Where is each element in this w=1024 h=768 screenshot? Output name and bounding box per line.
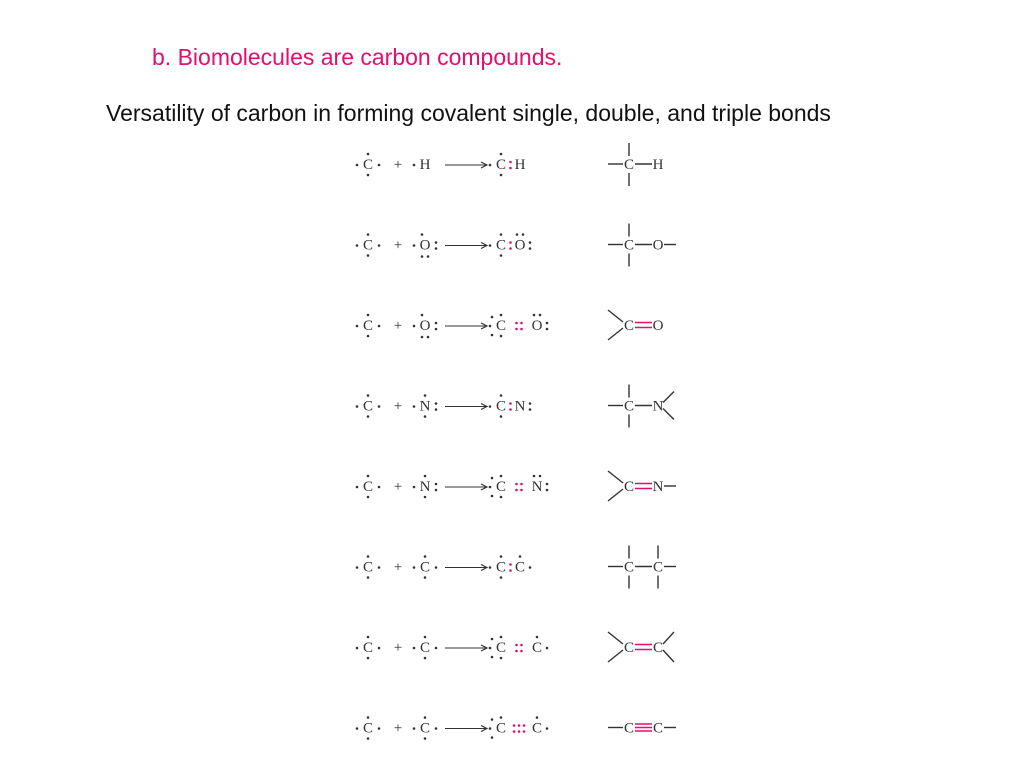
electron-dot — [367, 576, 370, 579]
electron-dot — [491, 656, 494, 659]
structure-atom: C — [623, 237, 635, 254]
electron-dot — [491, 736, 494, 739]
bond-line — [663, 409, 674, 420]
electron-dot — [491, 718, 494, 721]
reaction-arrow — [445, 162, 487, 168]
electron-dot — [520, 483, 523, 486]
electron-dot — [489, 164, 492, 167]
bond-line — [608, 650, 623, 662]
product-atom: O — [531, 318, 543, 334]
bond-line — [663, 650, 674, 662]
electron-dot — [421, 255, 424, 258]
product-atom: C — [495, 157, 507, 173]
structure-atom: C — [652, 559, 664, 576]
electron-dot — [518, 730, 521, 733]
product-atom: C — [531, 720, 543, 737]
reactant-carbon: C — [362, 479, 374, 495]
electron-dot — [539, 314, 542, 317]
electron-dot — [509, 402, 512, 405]
electron-dot — [500, 174, 503, 177]
bond-line — [608, 632, 623, 644]
electron-dot — [435, 241, 438, 244]
electron-dot — [515, 328, 518, 331]
electron-dot — [356, 486, 359, 489]
reactant-atom: O — [419, 237, 431, 254]
electron-dot — [520, 650, 523, 653]
electron-dot — [491, 495, 494, 498]
electron-dot — [515, 650, 518, 653]
bond-line — [608, 489, 623, 501]
electron-dot — [509, 408, 512, 411]
electron-dot — [500, 555, 503, 558]
structure-atom: C — [623, 398, 635, 415]
electron-dot — [378, 727, 381, 730]
structure-atom: C — [623, 640, 635, 656]
electron-dot — [356, 244, 359, 247]
reactant-carbon: C — [362, 237, 374, 254]
electron-dot — [356, 405, 359, 408]
product-atom: H — [514, 157, 526, 173]
electron-dot — [500, 415, 503, 418]
electron-dot — [500, 153, 503, 156]
electron-dot — [367, 475, 370, 478]
reaction-arrow — [445, 484, 487, 490]
electron-dot — [378, 647, 381, 650]
electron-dot — [520, 644, 523, 647]
electron-dot — [523, 724, 526, 727]
structure-atom: C — [652, 640, 664, 656]
electron-dot — [489, 405, 492, 408]
electron-dot — [413, 566, 416, 569]
electron-dot — [523, 730, 526, 733]
electron-dot — [421, 336, 424, 339]
electron-dot — [529, 247, 532, 250]
product-atom: C — [495, 720, 507, 737]
product-atom: C — [514, 559, 526, 576]
electron-dot — [378, 164, 381, 167]
electron-dot — [424, 555, 427, 558]
electron-dot — [378, 244, 381, 247]
electron-dot — [356, 647, 359, 650]
electron-dot — [509, 161, 512, 164]
electron-dot — [356, 727, 359, 730]
electron-dot — [367, 335, 370, 338]
plus-sign: + — [393, 318, 403, 334]
product-atom: C — [495, 237, 507, 254]
electron-dot — [536, 716, 539, 719]
electron-dot — [378, 325, 381, 328]
electron-dot — [427, 336, 430, 339]
electron-dot — [518, 724, 521, 727]
product-atom: C — [495, 640, 507, 656]
electron-dot — [367, 254, 370, 257]
electron-dot — [435, 247, 438, 250]
electron-dot — [378, 566, 381, 569]
electron-dot — [367, 496, 370, 499]
electron-dot — [515, 489, 518, 492]
electron-dot — [367, 233, 370, 236]
bond-row — [363, 546, 676, 589]
bond-row — [363, 632, 674, 662]
structure-atom: O — [652, 318, 664, 334]
electron-dot — [513, 730, 516, 733]
electron-dot — [378, 405, 381, 408]
electron-dot — [424, 636, 427, 639]
product-atom: C — [531, 640, 543, 656]
electron-dot — [378, 486, 381, 489]
electron-dot — [529, 402, 532, 405]
electron-dot — [367, 737, 370, 740]
slide-subtitle: Versatility of carbon in forming covalent single, double, and triple bonds — [106, 100, 831, 126]
electron-dot — [424, 496, 427, 499]
electron-dot — [491, 334, 494, 337]
reaction-arrow — [445, 565, 487, 571]
electron-dot — [367, 174, 370, 177]
electron-dot — [435, 408, 438, 411]
electron-dot — [435, 727, 438, 730]
product-atom: C — [495, 318, 507, 334]
electron-dot — [413, 405, 416, 408]
electron-dot — [413, 486, 416, 489]
electron-dot — [509, 247, 512, 250]
electron-dot — [533, 314, 536, 317]
electron-dot — [500, 254, 503, 257]
reactant-atom: H — [419, 157, 431, 173]
electron-dot — [546, 322, 549, 325]
product-atom: O — [514, 237, 526, 254]
electron-dot — [489, 566, 492, 569]
structure-atom: C — [623, 559, 635, 576]
reactant-atom: C — [419, 559, 431, 576]
electron-dot — [522, 233, 525, 236]
electron-dot — [421, 233, 424, 236]
electron-dot — [513, 724, 516, 727]
plus-sign: + — [393, 640, 403, 656]
electron-dot — [435, 647, 438, 650]
reactant-carbon: C — [362, 559, 374, 576]
structure-atom: C — [652, 720, 664, 737]
electron-dot — [516, 233, 519, 236]
electron-dot — [413, 325, 416, 328]
electron-dot — [435, 566, 438, 569]
electron-dot — [424, 475, 427, 478]
structure-atom: N — [652, 479, 664, 495]
bond-formation-diagram — [340, 138, 700, 750]
electron-dot — [529, 241, 532, 244]
electron-dot — [500, 716, 503, 719]
slide-heading: b. Biomolecules are carbon compounds. — [152, 44, 563, 70]
electron-dot — [435, 402, 438, 405]
electron-dot — [546, 483, 549, 486]
electron-dot — [489, 325, 492, 328]
electron-dot — [500, 496, 503, 499]
electron-dot — [520, 328, 523, 331]
reactant-atom: C — [419, 640, 431, 656]
reaction-arrow — [445, 726, 487, 732]
electron-dot — [529, 408, 532, 411]
product-atom: N — [514, 398, 526, 415]
electron-dot — [413, 727, 416, 730]
plus-sign: + — [393, 237, 403, 254]
electron-dot — [491, 477, 494, 480]
electron-dot — [356, 566, 359, 569]
bond-line — [663, 392, 674, 403]
electron-dot — [424, 394, 427, 397]
bond-row — [363, 721, 676, 737]
electron-dot — [367, 555, 370, 558]
product-atom: C — [495, 479, 507, 495]
electron-dot — [519, 555, 522, 558]
electron-dot — [509, 563, 512, 566]
electron-dot — [536, 636, 539, 639]
plus-sign: + — [393, 398, 403, 415]
electron-dot — [500, 335, 503, 338]
electron-dot — [533, 475, 536, 478]
electron-dot — [500, 475, 503, 478]
product-atom: C — [495, 559, 507, 576]
plus-sign: + — [393, 157, 403, 173]
electron-dot — [489, 486, 492, 489]
electron-dot — [546, 727, 549, 730]
electron-dot — [427, 255, 430, 258]
electron-dot — [367, 153, 370, 156]
electron-dot — [500, 636, 503, 639]
bond-row — [363, 310, 664, 340]
reactant-carbon: C — [362, 720, 374, 737]
electron-dot — [491, 638, 494, 641]
electron-dot — [515, 644, 518, 647]
electron-dot — [424, 716, 427, 719]
electron-dot — [413, 164, 416, 167]
bond-line — [608, 471, 623, 483]
reactant-atom: N — [419, 398, 431, 415]
structure-atom: C — [623, 720, 635, 737]
electron-dot — [515, 322, 518, 325]
electron-dot — [500, 576, 503, 579]
electron-dot — [367, 314, 370, 317]
bond-row — [363, 224, 676, 267]
bond-row — [363, 143, 664, 186]
structure-atom: C — [623, 318, 635, 334]
electron-dot — [424, 657, 427, 660]
electron-dot — [435, 483, 438, 486]
electron-dot — [546, 647, 549, 650]
plus-sign: + — [393, 720, 403, 737]
electron-dot — [520, 489, 523, 492]
reactant-atom: C — [419, 720, 431, 737]
electron-dot — [435, 328, 438, 331]
electron-dot — [367, 394, 370, 397]
reactant-carbon: C — [362, 157, 374, 173]
structure-atom: H — [652, 157, 664, 173]
electron-dot — [491, 316, 494, 319]
electron-dot — [413, 647, 416, 650]
electron-dot — [509, 167, 512, 170]
bond-line — [608, 328, 623, 340]
electron-dot — [489, 647, 492, 650]
electron-dot — [413, 244, 416, 247]
bond-line — [608, 310, 623, 322]
plus-sign: + — [393, 559, 403, 576]
electron-dot — [356, 325, 359, 328]
electron-dot — [500, 394, 503, 397]
reaction-arrow — [445, 323, 487, 329]
product-atom: N — [531, 479, 543, 495]
electron-dot — [435, 322, 438, 325]
electron-dot — [546, 489, 549, 492]
electron-dot — [367, 657, 370, 660]
plus-sign: + — [393, 479, 403, 495]
electron-dot — [367, 716, 370, 719]
reactant-carbon: C — [362, 398, 374, 415]
electron-dot — [424, 737, 427, 740]
electron-dot — [509, 241, 512, 244]
bond-row — [363, 385, 674, 428]
electron-dot — [435, 489, 438, 492]
reactant-carbon: C — [362, 640, 374, 656]
electron-dot — [500, 314, 503, 317]
electron-dot — [489, 244, 492, 247]
electron-dot — [367, 415, 370, 418]
reactant-atom: O — [419, 318, 431, 334]
electron-dot — [421, 314, 424, 317]
electron-dot — [515, 483, 518, 486]
bond-line — [663, 632, 674, 644]
electron-dot — [509, 569, 512, 572]
electron-dot — [529, 566, 532, 569]
electron-dot — [520, 322, 523, 325]
reaction-arrow — [445, 243, 487, 249]
product-atom: C — [495, 398, 507, 415]
electron-dot — [424, 576, 427, 579]
electron-dot — [500, 233, 503, 236]
reactant-carbon: C — [362, 318, 374, 334]
bond-formation-figure — [340, 138, 700, 750]
reaction-arrow — [445, 645, 487, 651]
structure-atom: C — [623, 157, 635, 173]
reactant-atom: N — [419, 479, 431, 495]
reaction-arrow — [445, 404, 487, 410]
bond-row — [363, 471, 676, 501]
electron-dot — [424, 415, 427, 418]
electron-dot — [489, 727, 492, 730]
electron-dot — [367, 636, 370, 639]
electron-dot — [356, 164, 359, 167]
structure-atom: N — [652, 398, 664, 415]
electron-dot — [500, 657, 503, 660]
structure-atom: O — [652, 237, 664, 254]
electron-dot — [539, 475, 542, 478]
structure-atom: C — [623, 479, 635, 495]
electron-dot — [546, 328, 549, 331]
